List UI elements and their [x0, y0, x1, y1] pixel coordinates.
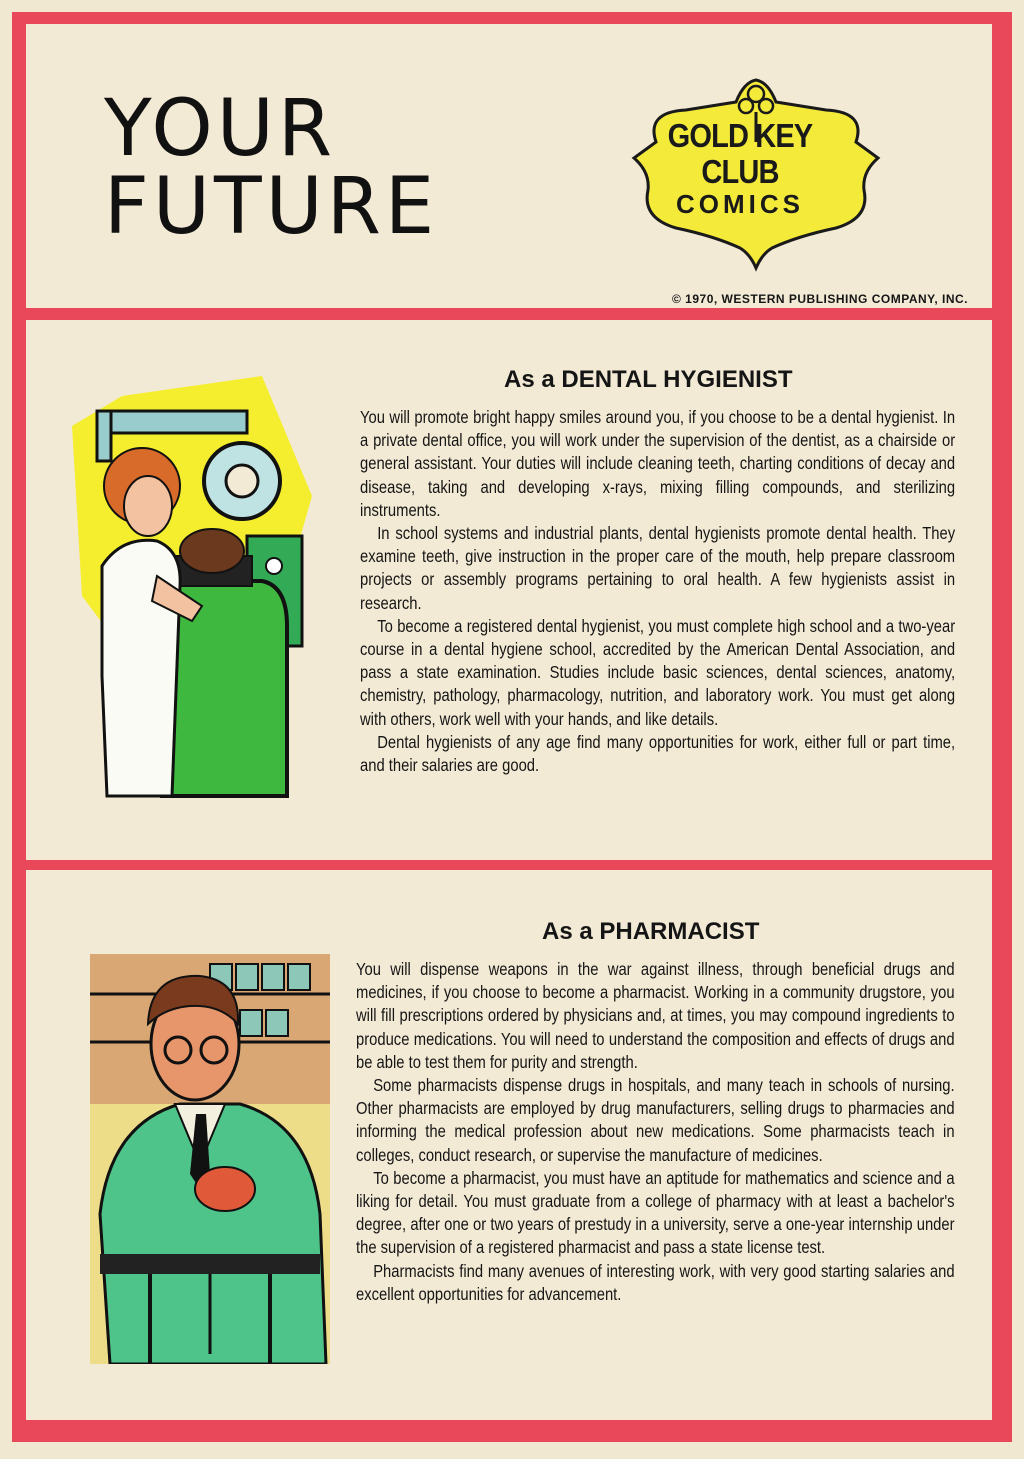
logo-text [640, 118, 840, 218]
logo-line-2: COMICS [676, 189, 804, 219]
dental-paragraph-3: To become a registered dental hygienist, you must complete high school and a two-year course in a dental hygiene school, accredited by the American Dental Association, and pass a state examination. Studies include basic sciences, dental sciences, anatomy, chemistry, pathology, pharmacology, nutrition, and laboratory work. You must get along with others, work well with your hands, and like details. [360, 615, 956, 729]
dental-paragraph-2: In school systems and industrial plants, dental hygienists promote dental health. They examine teeth, give instruction in the proper care of the mouth, help prepare classroom projects or assembly programs pertaining to oral health. A few hygienists assist in research. [360, 523, 956, 613]
title-line-2: FUTURE [104, 162, 439, 252]
pharmacist-paragraph-2: Some pharmacists dispense drugs in hospitals, and many teach in schools of nursing. Other pharmacists are employed by drug manufacturers, selling drugs to pharmacies and informing the medical profession about new medications. Some pharmacists teach in colleges, conduct research, or supervise the manufacture of medicines. [356, 1075, 955, 1165]
pharmacist-body [356, 958, 955, 1306]
title-line-1: YOUR [104, 84, 337, 174]
pharmacist-paragraph-1: You will dispense weapons in the war against illness, through beneficial drugs and medicines, if you choose to become a pharmacist. Working in a community drugstore, you will fill prescriptions ordered by physicians and, at times, you may compound ingredients to produce medications. You will need to understand the composition and effects of drugs and be able to test them for purity and strength. [356, 959, 955, 1072]
dental-hygienist-illustration [62, 376, 362, 816]
pharmacist-heading: As a PHARMACIST [542, 918, 760, 945]
dental-heading: As a DENTAL HYGIENIST [504, 366, 793, 393]
dental-body [360, 406, 955, 777]
dental-paragraph-1: You will promote bright happy smiles around you, if you choose to be a dental hygienist. In a private dental office, you will work under the supervision of the dentist, as a chairside or general assistant. Your duties will include cleaning teeth, charting conditions of decay and disease, taking and developing x-rays, mixing filling compounds, and sterilizing instruments. [360, 407, 956, 520]
lab-coat-icon [100, 1104, 326, 1364]
pharmacist-illustration [90, 954, 330, 1364]
header-panel [26, 24, 992, 308]
copyright-notice: © 1970, WESTERN PUBLISHING COMPANY, INC. [672, 292, 968, 306]
dental-hygienist-panel [26, 320, 992, 860]
pharmacist-panel [26, 870, 992, 1420]
logo-line-1: GOLD KEY CLUB [667, 117, 813, 190]
pharmacist-paragraph-3: To become a pharmacist, you must have an aptitude for mathematics and science and a liking for detail. You must graduate from a college of pharmacy with at least a bachelor's degree, after one or two years of prestudy in a university, serve a one-year internship under the supervision of a registered pharmacist and pass a state license test. [356, 1167, 955, 1258]
dental-paragraph-4: Dental hygienists of any age find many opportunities for work, either full or part time, and their salaries are good. [360, 731, 956, 776]
pharmacist-paragraph-4: Pharmacists find many avenues of interesting work, with very good starting salaries and excellent opportunities for advancement. [356, 1260, 955, 1304]
page-title [104, 84, 439, 252]
